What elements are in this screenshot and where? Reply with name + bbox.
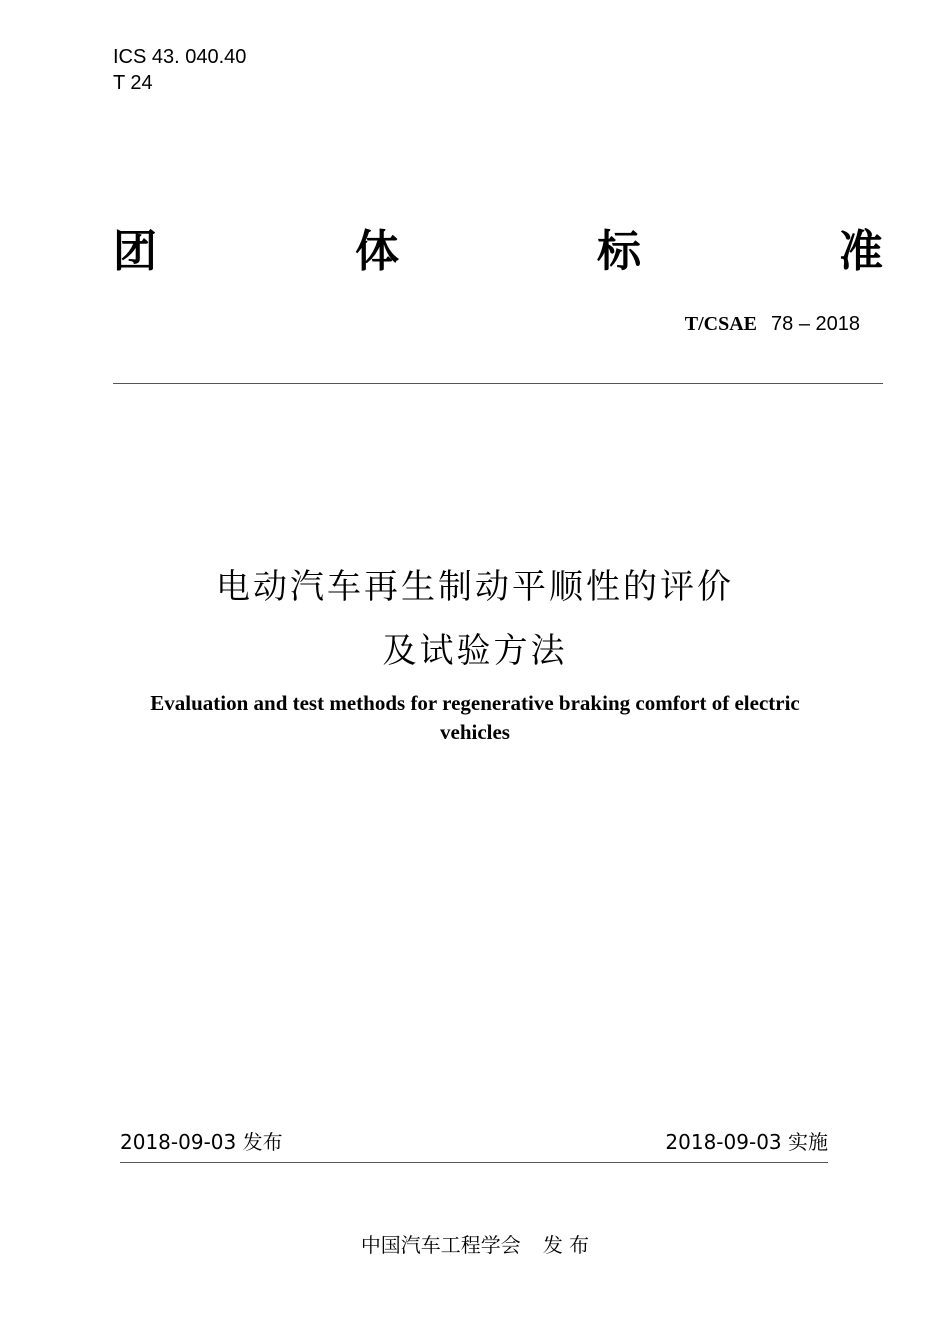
publisher-action: 发 布 (542, 1233, 590, 1257)
title-chinese-line-1: 电动汽车再生制动平顺性的评价 (216, 567, 734, 607)
ccs-code: T 24 (113, 72, 153, 94)
bottom-divider (120, 1162, 828, 1163)
standard-type-char: 准 (839, 226, 883, 277)
standard-number (685, 310, 860, 337)
standard-type-char: 标 (597, 226, 641, 277)
standard-type-heading (113, 222, 883, 282)
standard-number-value: 78 – 2018 (771, 313, 860, 335)
publisher-name: 中国汽车工程学会 (360, 1233, 521, 1257)
title-chinese-line-2: 及试验方法 (382, 631, 568, 671)
publisher (0, 1230, 950, 1260)
title-english-line-1: Evaluation and test methods for regenerative braking comfort of electric (150, 691, 800, 715)
issue-date: 2018-09-03 发布 (120, 1130, 283, 1154)
ics-code: ICS 43. 040.40 (113, 46, 247, 68)
implementation-date: 2018-09-03 实施 (665, 1130, 828, 1154)
standard-number-prefix: T/CSAE (684, 313, 758, 335)
standard-type-char: 体 (355, 226, 399, 277)
title-english-line-2: vehicles (440, 720, 510, 744)
standard-type-char: 团 (113, 226, 157, 277)
top-divider (113, 383, 883, 384)
